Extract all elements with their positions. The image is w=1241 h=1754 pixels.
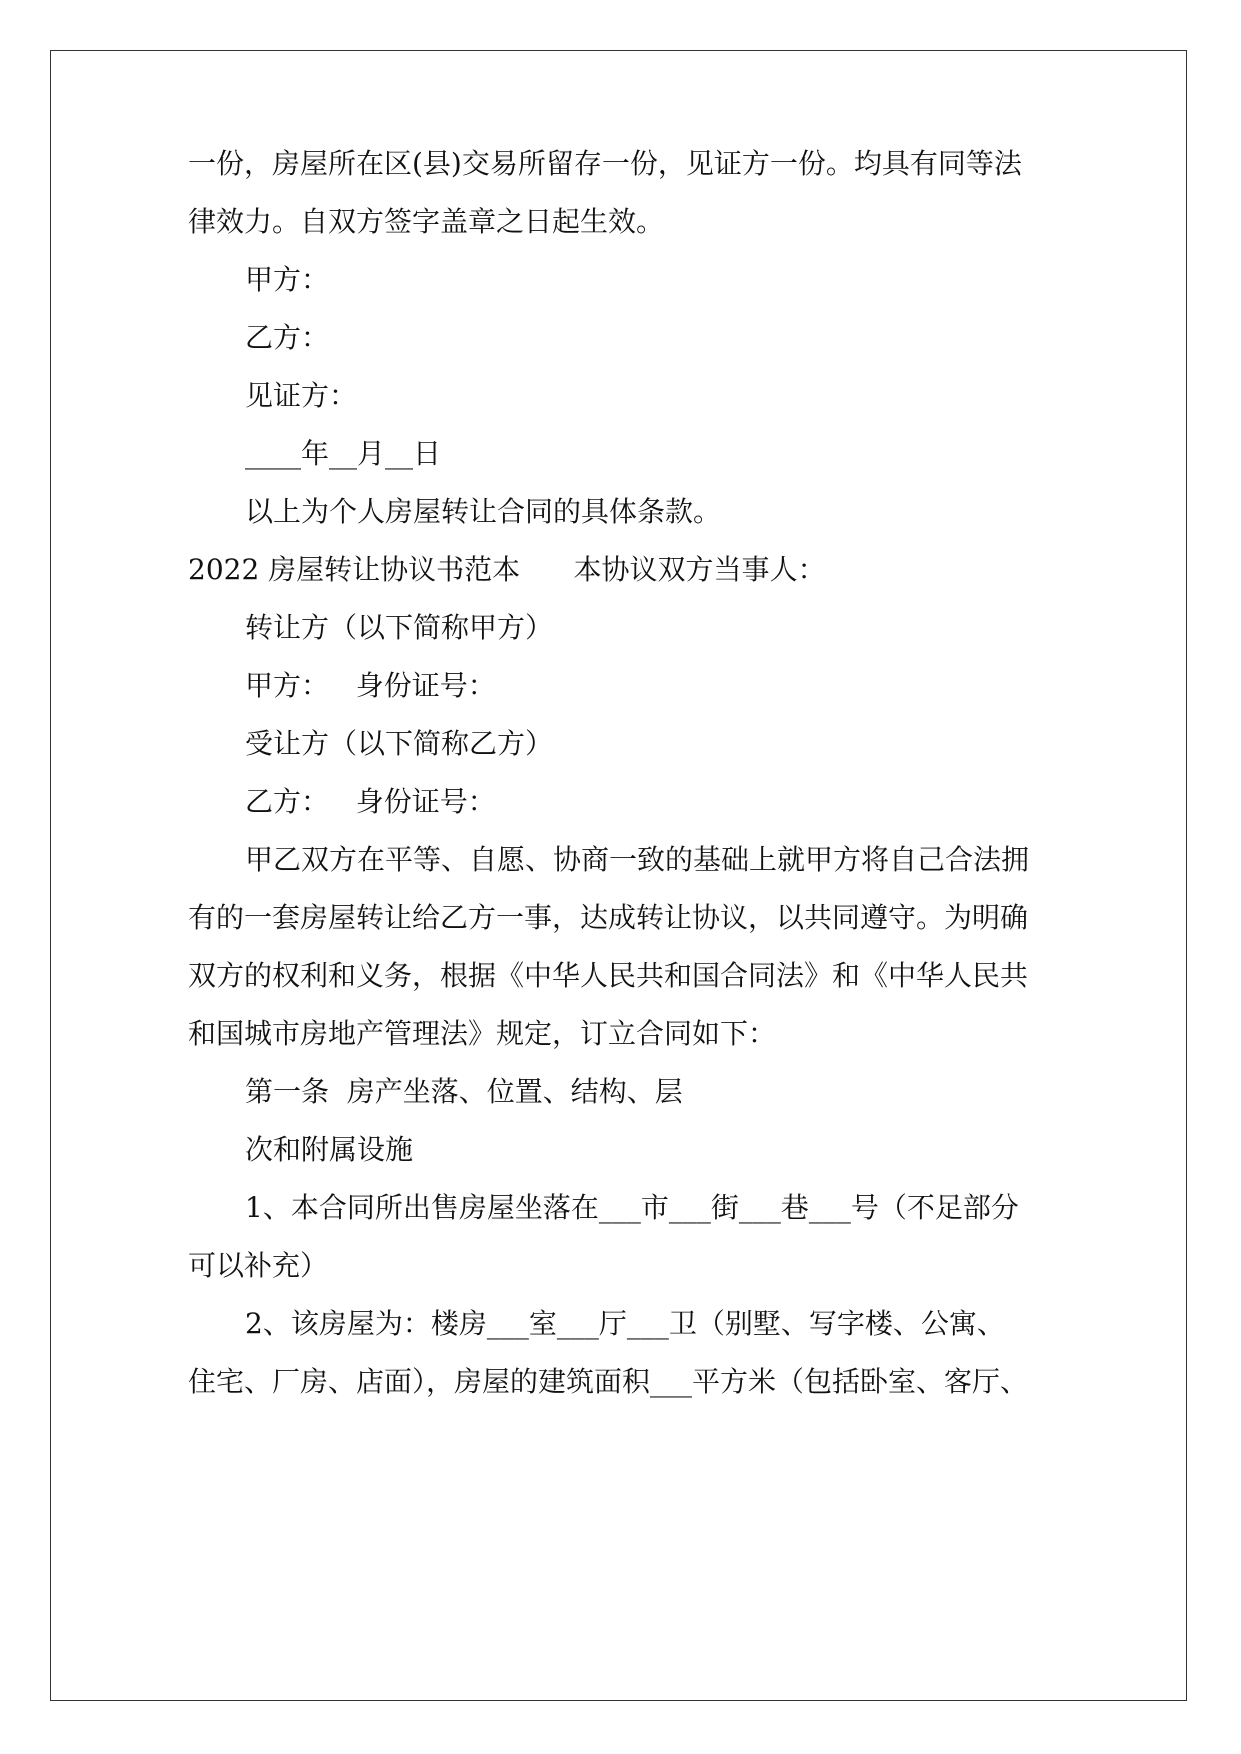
- date-line: ____年__月__日: [245, 437, 442, 470]
- clause-line: 住宅、厂房、店面），房屋的建筑面积___平方米（包括卧室、客厅、: [188, 1365, 1029, 1398]
- paragraph-line: 律效力。自双方签字盖章之日起生效。: [188, 205, 665, 238]
- transferee-label: 受让方（以下简称乙方）: [245, 727, 554, 760]
- party-b-id-line: 乙方： 身份证号：: [245, 785, 496, 818]
- paragraph-line: 甲乙双方在平等、自愿、协商一致的基础上就甲方将自己合法拥: [245, 843, 1030, 876]
- paragraph-line: 双方的权利和义务，根据《中华人民共和国合同法》和《中华人民共: [188, 959, 1029, 992]
- witness-label: 见证方：: [245, 379, 358, 412]
- party-b-label: 乙方：: [245, 321, 330, 354]
- section-heading: 2022 房屋转让协议书范本 本协议双方当事人：: [188, 553, 826, 586]
- clause-line: 1、本合同所出售房屋坐落在___市___街___巷___号（不足部分: [245, 1191, 1019, 1224]
- clause-line: 可以补充）: [188, 1249, 329, 1282]
- transferor-label: 转让方（以下简称甲方）: [245, 611, 554, 644]
- article-heading-continued: 次和附属设施: [245, 1133, 414, 1166]
- paragraph-line: 有的一套房屋转让给乙方一事，达成转让协议，以共同遵守。为明确: [188, 901, 1029, 934]
- paragraph-line: 以上为个人房屋转让合同的具体条款。: [245, 495, 722, 528]
- party-a-id-line: 甲方： 身份证号：: [245, 669, 496, 702]
- party-a-label: 甲方：: [245, 263, 330, 296]
- paragraph-line: 一份，房屋所在区(县)交易所留存一份，见证方一份。均具有同等法: [188, 147, 1022, 180]
- article-heading: 第一条 房产坐落、位置、结构、层: [245, 1075, 683, 1108]
- paragraph-line: 和国城市房地产管理法》规定，订立合同如下：: [188, 1017, 777, 1050]
- clause-line: 2、该房屋为：楼房___室___厅___卫（别墅、写字楼、公寓、: [245, 1307, 1005, 1340]
